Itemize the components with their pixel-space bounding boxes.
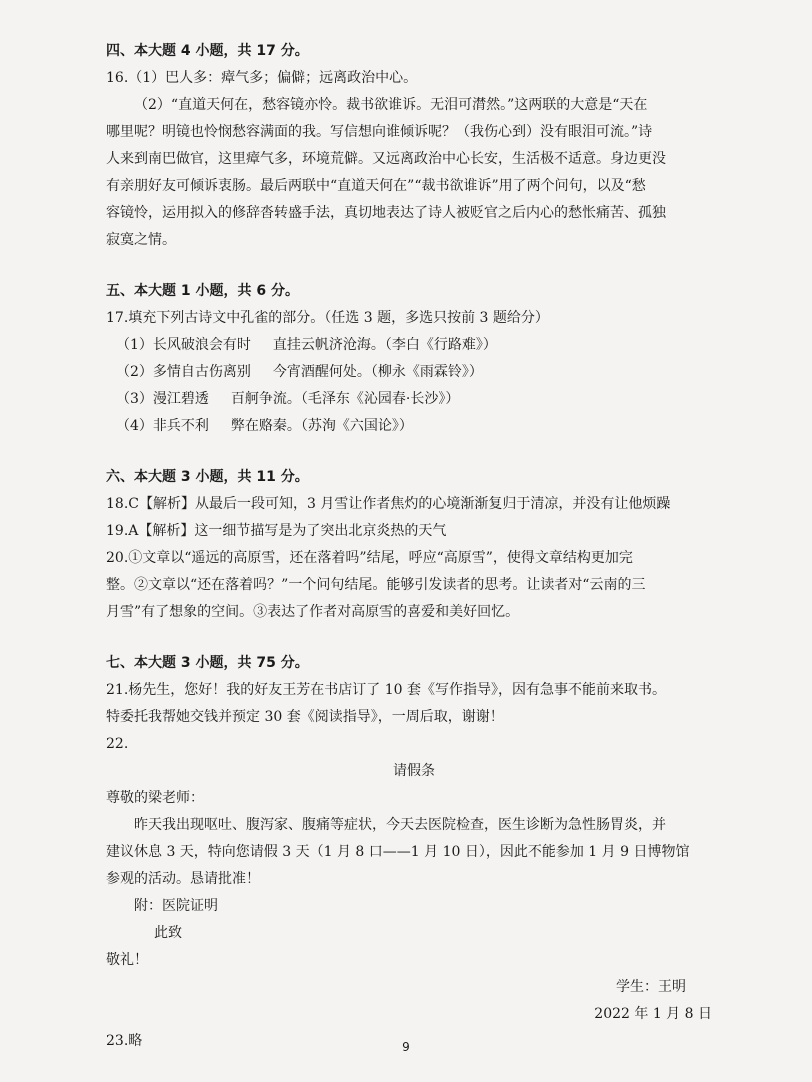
q16-part2-line5: 容镜怜，运用拟入的修辞沓转盛手法，真切地表达了诗人被贬官之后内心的愁怅痛苦、孤独 [106,205,666,221]
q17-item: （2）多情自古伤离别 今宵酒醒何处。（柳永《雨霖铃》） [116,364,483,380]
q20-line1: 20.①文章以“遥远的高原雪，还在落着吗”结尾，呼应“高原雪”，使得文章结构更加完 [106,550,633,566]
leave-body-line3: 参观的活动。恳请批准！ [106,871,260,887]
section-6-title: 六、本大题 3 小题，共 11 分。 [106,469,309,485]
q16-part1: 16.（1）巴人多：瘴气多；偏僻；远离政治中心。 [106,70,418,86]
q21-line1: 21.杨先生，您好！我的好友王芳在书店订了 10 套《写作指导》，因有急事不能前来取书。 [106,682,666,698]
leave-attachment: 附：医院证明 [134,898,218,914]
q17-prompt: 17.填充下列古诗文中孔雀的部分。（任选 3 题，多选只按前 3 题给分） [106,310,549,326]
section-7-title: 七、本大题 3 小题，共 75 分。 [106,655,309,671]
leave-note-title: 请假条 [393,763,435,779]
q16-part2-line4: 有亲朋好友可倾诉衷肠。最后两联中“直道天何在”“裁书欲谁诉”用了两个问句，以及“愁 [106,178,646,194]
q16-part2-line6: 寂寞之情。 [106,232,176,248]
page-number: 9 [402,1040,410,1054]
q16-part2-line2: 哪里呢？明镜也怜悯愁容满面的我。写信想向谁倾诉呢？（我伤心到）没有眼泪可流。”诗 [106,124,653,140]
q21-line2: 特委托我帮她交钱并预定 30 套《阅读指导》，一周后取，谢谢！ [106,709,504,725]
q17-item: （1）长风破浪会有时 直挂云帆济沧海。（李白《行路难》） [116,337,497,353]
q16-part2-line1: （2）“直道天何在，愁容镜亦怜。裁书欲谁诉。无泪可潸然。”这两联的大意是“天在 [134,97,648,113]
section-4-title: 四、本大题 4 小题，共 17 分。 [106,43,309,59]
leave-date: 2022 年 1 月 8 日 [594,1006,712,1022]
section-5-title: 五、本大题 1 小题，共 6 分。 [106,283,299,299]
q23-answer: 23.略 [106,1033,143,1049]
leave-cizhi: 此致 [154,925,182,941]
q18-answer: 18.C【解析】从最后一段可知，3 月雪让作者焦灼的心境渐渐复归于清凉，并没有让他烦躁 [106,496,671,512]
leave-salutation: 尊敬的梁老师： [106,790,204,806]
q16-part2-line3: 人来到南巴做官，这里瘴气多，环境荒僻。又远离政治中心长安，生活极不适意。身边更没 [106,151,666,167]
q20-line2: 整。②文章以“还在落着吗？”一个问句结尾。能够引发读者的思考。让读者对“云南的三 [106,577,646,593]
leave-signer: 学生：王明 [616,979,686,995]
q17-item: （3）漫江碧透 百舸争流。（毛泽东《沁园春·长沙》） [116,391,460,407]
q20-line3: 月雪”有了想象的空间。③表达了作者对高原雪的喜爱和美好回忆。 [106,604,520,620]
leave-body-line2: 建议休息 3 天，特向您请假 3 天（1 月 8 口——1 月 10 日），因此不能参加 1 月 9 日博物馆 [106,844,690,860]
leave-body-line1: 昨天我出现呕吐、腹泻家、腹痛等症状，今天去医院检查，医生诊断为急性肠胃炎，并 [134,817,666,833]
q19-answer: 19.A【解析】这一细节描写是为了突出北京炎热的天气 [106,523,447,539]
q17-item: （4）非兵不利 弊在赂秦。（苏洵《六国论》） [116,418,413,434]
q22-label: 22. [106,736,129,752]
leave-jingli: 敬礼！ [106,952,148,968]
